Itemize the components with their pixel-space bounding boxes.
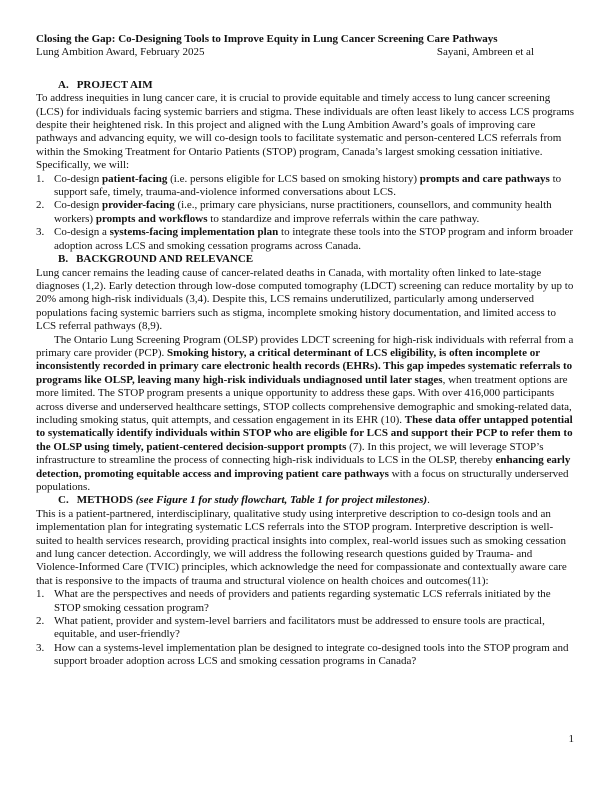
background-paragraph-1: Lung cancer remains the leading cause of cancer-related deaths in Canada, with mortality often linked to late-stage diagnoses (1,2). Early detection through low-dose computed tomography (LDCT) screening can reduce mortality by up to 20% among high-risk individuals (3,4). Despite this, LCS remains underutilized, particularly among underserved populations facing systemic barriers such as stigma, incomplete smoking history documentation, and limited access to LCS referral pathways (8,9). bbox=[36, 266, 574, 333]
item-number: 3. bbox=[36, 641, 45, 654]
item-text: Co-design provider-facing (i.e., primary care physicians, nurse practitioners, counsellors, and community health workers) prompts and workflows to standardize and improve referrals within the care pathway. bbox=[54, 199, 552, 225]
section-c-title: METHODS (see Figure 1 for study flowchart, Table 1 for project milestones). bbox=[76, 494, 430, 507]
section-b-title: BACKGROUND AND RELEVANCE bbox=[76, 253, 254, 266]
item-number: 1. bbox=[36, 588, 45, 601]
question-item-3 bbox=[36, 642, 576, 669]
methods-paragraph: This is a patient-partnered, interdisciplinary, qualitative study using interpretive description to co-design tools and an implementation plan for integrating systematic LCS referrals into the STOP program. Interpretive description is well-suited to health services research, providing practical insights into complex, real-world issues such as smoking cessation and lung cancer detection. Accordingly, we will address the following research questions guided by Trauma- and Violence-Informed Care (TVIC) principles, which acknowledge the need for compassionate and contextually aware care that is responsive to the impacts of trauma and structural violence on health choices and outcomes(11): bbox=[36, 507, 567, 587]
award-line: Lung Ambition Award, February 2025 bbox=[36, 46, 205, 59]
project-aim-intro: To address inequities in lung cancer care, it is crucial to provide equitable and timely access to lung cancer screening (LCS) for individuals facing systemic barriers and stigma. These individuals are often least likely to access LCS programs despite their heightened risk. In this project and aligned with the Lung Ambition Award’s goals of improving care pathways and advancing equity, we will co-design tools to facilitate systematic and person-centered LCS referrals from within the Smoking Treatment for Ontario Patients (STOP) program, Canada’s largest smoking cessation initiative. Specifically, we will: bbox=[36, 92, 575, 172]
document-content bbox=[36, 33, 576, 669]
section-c-heading bbox=[58, 494, 576, 507]
aim-item-3 bbox=[36, 226, 576, 253]
item-number: 2. bbox=[36, 199, 45, 212]
authors-line: Sayani, Ambreen et al bbox=[436, 46, 534, 59]
section-b-label: B. bbox=[58, 253, 69, 266]
item-text: What patient, provider and system-level barriers and facilitators must be addressed to ensure tools are practical, equitable, and user-friendly? bbox=[54, 615, 545, 641]
section-a-heading bbox=[58, 79, 576, 92]
section-a-label: A. bbox=[58, 78, 69, 91]
background-paragraph-2: The Ontario Lung Screening Program (OLSP) provides LDCT screening for high-risk individuals with referral from a primary care provider (PCP). Smoking history, a critical determinant of LCS eligibility, is often incomplete or inconsistently recorded in primary care electronic health records (EHRs). This gap impedes systematic referrals to programs like OLSP, leaving many high-risk individuals undiagnosed until later stages, when treatment options are more limited. The STOP program presents a unique opportunity to address these gaps. With over 416,000 participants across diverse and underserved healthcare settings, STOP collects comprehensive demographic and smoking-related data, including smoking status, quit attempts, and cessation engagement in its EHR (10). These data offer untapped potential to systematically identify individuals within STOP who are eligible for LCS and support their PCP to refer them to the OLSP using timely, patient-centered decision-support prompts (7). In this project, we will leverage STOP’s infrastructure to streamline the process of connecting high-risk individuals to LCS in the OLSP, thereby enhancing early detection, promoting equitable access and improving patient care pathways with a focus on structurally underserved populations. bbox=[36, 333, 574, 493]
page-number: 1 bbox=[568, 732, 574, 745]
question-item-2 bbox=[36, 615, 576, 642]
item-text: Co-design patient-facing (i.e. persons eligible for LCS based on smoking history) prompts and care pathways to support safe, timely, trauma-and-violence informed conversations about LCS. bbox=[54, 172, 562, 199]
item-text: How can a systems-level implementation plan be designed to integrate co-designed tools into the STOP program and support broader adoption across LCS and smoking cessation programs in Canada? bbox=[54, 641, 569, 668]
item-text: What are the perspectives and needs of providers and patients regarding systematic LCS referrals initiated by the STOP smoking cessation program? bbox=[54, 588, 551, 614]
section-c-label: C. bbox=[58, 494, 69, 507]
question-item-1 bbox=[36, 588, 576, 615]
aim-list bbox=[36, 173, 576, 253]
document-title: Closing the Gap: Co-Designing Tools to Improve Equity in Lung Cancer Screening Care Pathways bbox=[36, 33, 498, 45]
section-a-title: PROJECT AIM bbox=[76, 78, 153, 91]
aim-item-2 bbox=[36, 199, 576, 226]
item-number: 3. bbox=[36, 226, 45, 239]
research-questions-list bbox=[36, 588, 576, 668]
aim-item-1 bbox=[36, 173, 576, 200]
document-subheader bbox=[36, 46, 576, 59]
item-number: 1. bbox=[36, 172, 45, 185]
item-text: Co-design a systems-facing implementation plan to integrate these tools into the STOP program and inform broader adoption across LCS and smoking cessation programs across Canada. bbox=[54, 226, 574, 252]
item-number: 2. bbox=[36, 615, 45, 628]
section-b-heading bbox=[58, 253, 576, 266]
